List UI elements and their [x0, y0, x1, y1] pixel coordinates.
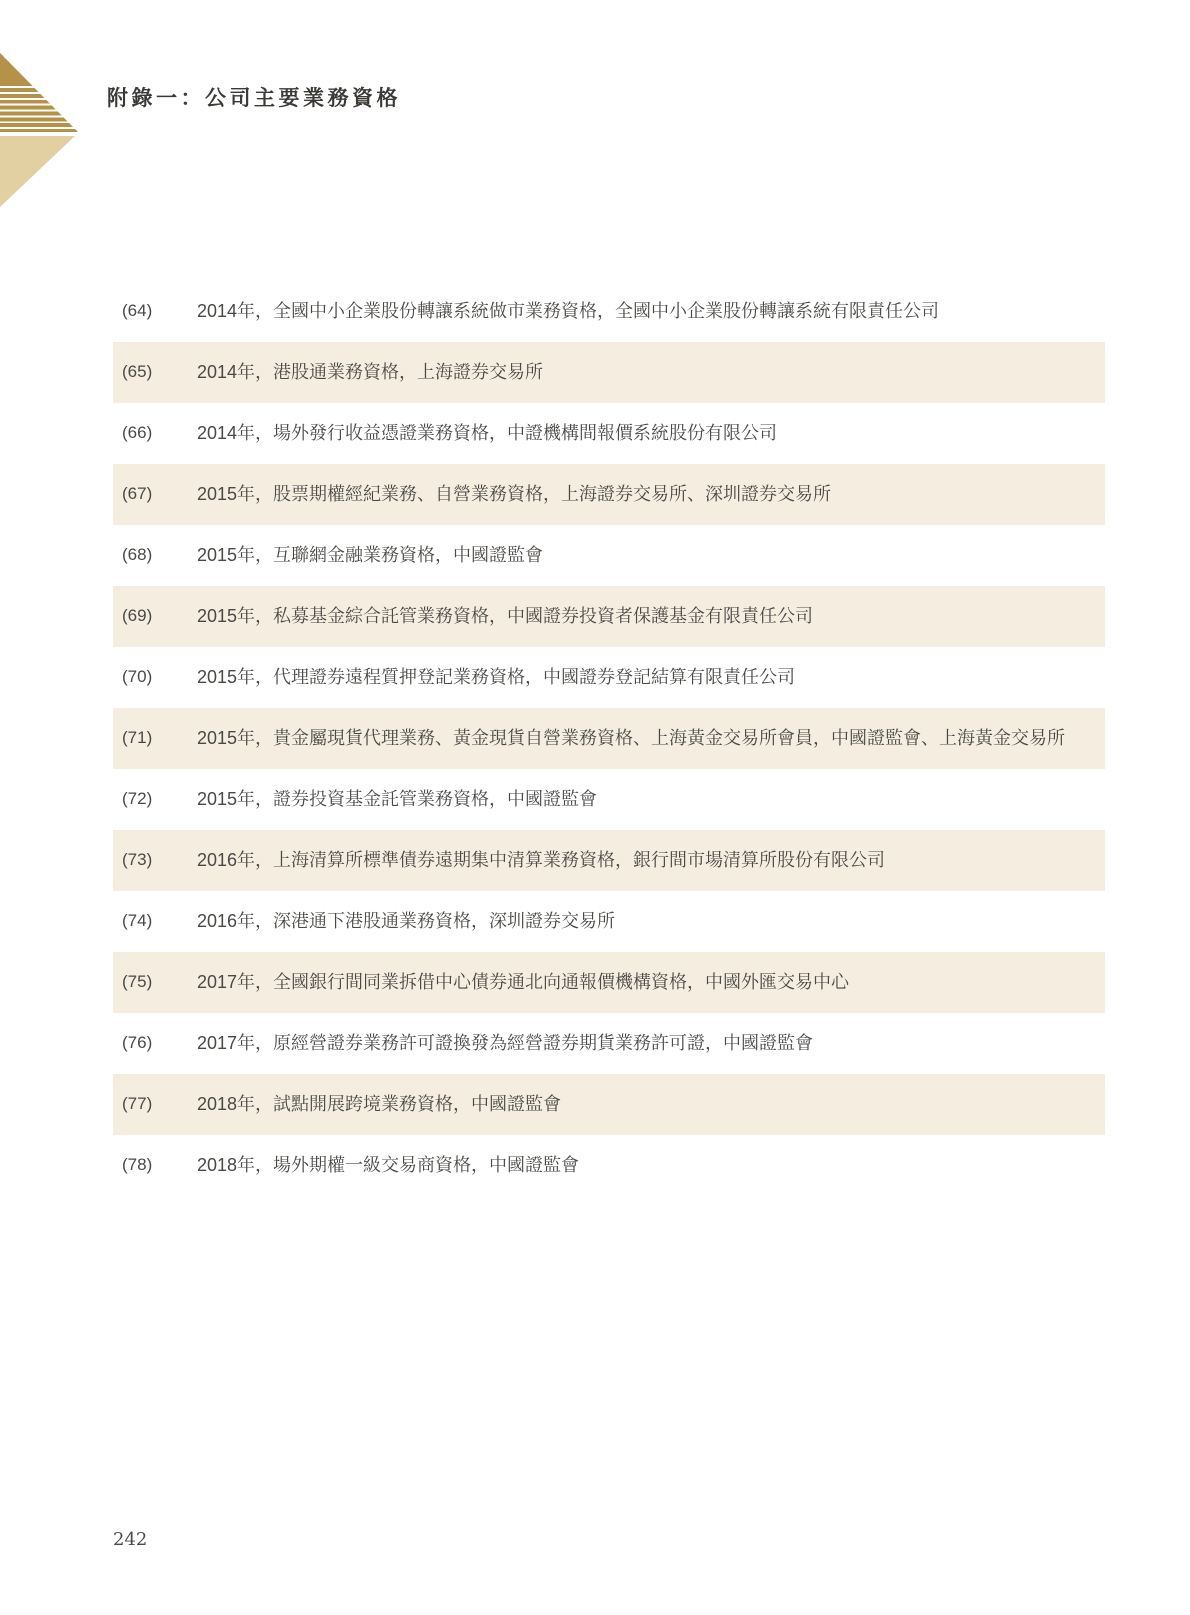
- list-item-number: (74): [122, 911, 153, 931]
- list-item-number: (73): [122, 850, 153, 870]
- list-item-text: 2015年，證券投資基金託管業務資格，中國證監會: [197, 789, 598, 810]
- list-item-text: 2017年，全國銀行間同業拆借中心債券通北向通報價機構資格，中國外匯交易中心: [197, 972, 850, 993]
- list-item-text: 2014年，場外發行收益憑證業務資格，中證機構間報價系統股份有限公司: [197, 423, 778, 444]
- list-item-number: (67): [122, 484, 153, 504]
- page-number: 242: [113, 1529, 148, 1550]
- list-item-text: 2018年，場外期權一級交易商資格，中國證監會: [197, 1155, 580, 1176]
- list-item-number: (78): [122, 1155, 153, 1175]
- list-item-text: 2016年，深港通下港股通業務資格，深圳證券交易所: [197, 911, 616, 932]
- list-item-number: (75): [122, 972, 153, 992]
- list-item-number: (64): [122, 301, 153, 321]
- list-item: [113, 1074, 1105, 1135]
- list-item-number: (66): [122, 423, 153, 443]
- list-item-number: (65): [122, 362, 153, 382]
- list-item: [113, 342, 1105, 403]
- list-item: [113, 281, 1105, 342]
- list-item-number: (69): [122, 606, 153, 626]
- list-item-text: 2017年，原經營證券業務許可證換發為經營證券期貨業務許可證，中國證監會: [197, 1033, 814, 1054]
- list-item-text: 2014年，全國中小企業股份轉讓系統做市業務資格，全國中小企業股份轉讓系統有限責任公司: [197, 301, 940, 322]
- list-item: [113, 769, 1105, 830]
- page-title: 附錄一：公司主要業務資格: [107, 85, 401, 110]
- list-item-text: 2015年，股票期權經紀業務、自營業務資格，上海證券交易所、深圳證券交易所: [197, 484, 832, 505]
- list-item: [113, 586, 1105, 647]
- list-item: [113, 525, 1105, 586]
- list-item-text: 2014年，港股通業務資格，上海證券交易所: [197, 362, 544, 383]
- list-item-text: 2015年，私募基金綜合託管業務資格，中國證券投資者保護基金有限責任公司: [197, 606, 814, 627]
- list-item: [113, 403, 1105, 464]
- list-item-text: 2016年，上海清算所標準債券遠期集中清算業務資格，銀行間市場清算所股份有限公司: [197, 850, 886, 871]
- list-item: [113, 891, 1105, 952]
- list-item-number: (71): [122, 728, 153, 748]
- list-item-text: 2015年，貴金屬現貨代理業務、黃金現貨自營業務資格、上海黃金交易所會員，中國證監會、上海黃金交易所: [197, 728, 1066, 749]
- list-item: [113, 1013, 1105, 1074]
- logo-tan-triangle-icon: [0, 136, 75, 207]
- list-item-text: 2015年，代理證券遠程質押登記業務資格，中國證券登記結算有限責任公司: [197, 667, 796, 688]
- list-item-number: (68): [122, 545, 153, 565]
- list-item: [113, 952, 1105, 1013]
- list-item-number: (72): [122, 789, 153, 809]
- list-item: [113, 464, 1105, 525]
- qualification-list: [113, 281, 1105, 1196]
- list-item: [113, 708, 1105, 769]
- logo-striped-triangle-icon: [0, 53, 78, 132]
- list-item-number: (77): [122, 1094, 153, 1114]
- list-item: [113, 647, 1105, 708]
- list-item: [113, 1135, 1105, 1196]
- list-item-number: (76): [122, 1033, 153, 1053]
- list-item-text: 2015年，互聯網金融業務資格，中國證監會: [197, 545, 544, 566]
- list-item-number: (70): [122, 667, 153, 687]
- list-item: [113, 830, 1105, 891]
- list-item-text: 2018年，試點開展跨境業務資格，中國證監會: [197, 1094, 562, 1115]
